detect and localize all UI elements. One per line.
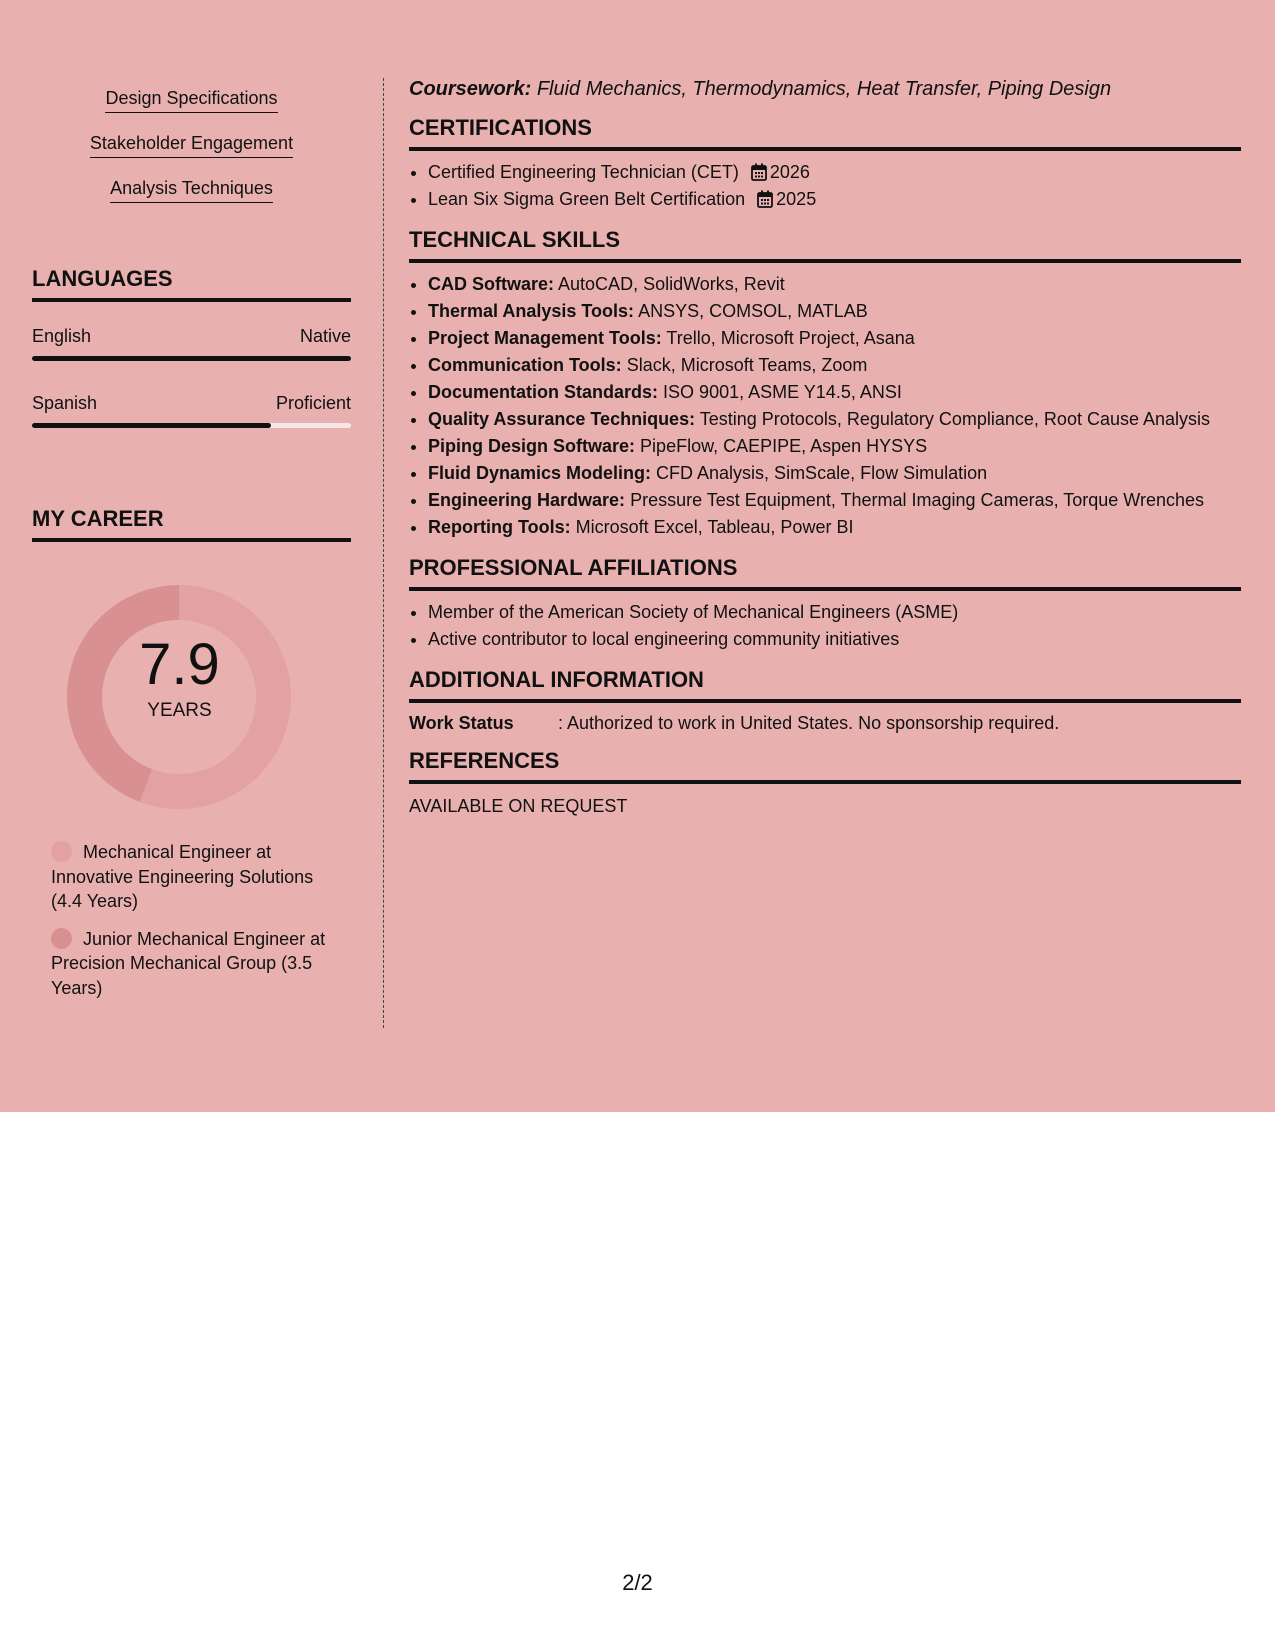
skill-value: Slack, Microsoft Teams, Zoom	[626, 355, 868, 375]
right-column	[409, 78, 1241, 817]
left-column	[32, 78, 351, 1013]
language-proficiency-bar	[32, 356, 351, 361]
skill-label: Documentation Standards:	[428, 382, 659, 402]
skill-item	[428, 433, 1241, 460]
language-proficiency-bar	[32, 423, 351, 428]
references-text: AVAILABLE ON REQUEST	[409, 796, 628, 816]
skill-label: Piping Design Software:	[428, 436, 636, 456]
legend-dot-icon	[51, 841, 72, 862]
languages-heading: LANGUAGES	[32, 266, 351, 302]
career-role-label: Mechanical Engineer at Innovative Engineering Solutions (4.4 Years)	[51, 842, 314, 911]
technical-skills-list	[409, 271, 1241, 541]
skill-label: Communication Tools:	[428, 355, 622, 375]
certification-year: 2026	[769, 162, 810, 182]
language-proficiency-fill	[32, 423, 271, 428]
work-status-value: : Authorized to work in United States. No sponsorship required.	[558, 713, 1060, 733]
calendar-icon	[757, 190, 773, 208]
technical-skills-heading: TECHNICAL SKILLS	[409, 227, 1241, 263]
skill-label: Engineering Hardware:	[428, 490, 626, 510]
certifications-heading: CERTIFICATIONS	[409, 115, 1241, 151]
references-heading: REFERENCES	[409, 748, 1241, 784]
affiliations-list	[409, 599, 1241, 653]
skill-item	[428, 514, 1241, 541]
skill-value: ISO 9001, ASME Y14.5, ANSI	[663, 382, 902, 402]
skill-item	[428, 352, 1241, 379]
skill-value: ANSYS, COMSOL, MATLAB	[638, 301, 868, 321]
additional-info-heading: ADDITIONAL INFORMATION	[409, 667, 1241, 703]
skill-item	[428, 271, 1241, 298]
affiliation-item: • Member of the American Society of Mechanical Engineers (ASME)	[428, 599, 1241, 626]
skill-value: Microsoft Excel, Tableau, Power BI	[575, 517, 854, 537]
skill-tag-row	[32, 168, 351, 213]
skill-tag: Stakeholder Engagement	[90, 133, 293, 158]
language-level: Proficient	[275, 393, 351, 413]
career-legend-item	[51, 927, 331, 1001]
certifications-list	[409, 159, 1241, 213]
career-legend	[32, 840, 331, 1000]
skill-item	[428, 487, 1241, 514]
column-divider	[383, 78, 384, 1028]
language-name: Spanish	[32, 393, 98, 413]
career-heading: MY CAREER	[32, 506, 351, 542]
skill-value: Trello, Microsoft Project, Asana	[666, 328, 915, 348]
skill-item	[428, 460, 1241, 487]
skill-label: Fluid Dynamics Modeling:	[428, 463, 652, 483]
skill-label: Project Management Tools:	[428, 328, 662, 348]
skill-tag-row	[32, 78, 351, 123]
career-donut	[32, 566, 351, 806]
skill-value: CFD Analysis, SimScale, Flow Simulation	[656, 463, 988, 483]
certification-name: Certified Engineering Technician (CET)	[428, 162, 739, 182]
skill-label: Thermal Analysis Tools:	[428, 301, 635, 321]
certification-year: 2025	[776, 189, 817, 209]
career-legend-item	[51, 840, 331, 914]
skill-item	[428, 406, 1241, 433]
work-status-row	[409, 713, 1241, 734]
language-proficiency-fill	[32, 356, 351, 361]
skill-tag: Analysis Techniques	[110, 178, 273, 203]
skill-item	[428, 325, 1241, 352]
language-level: Native	[299, 326, 351, 346]
skill-label: Quality Assurance Techniques:	[428, 409, 696, 429]
skill-value: PipeFlow, CAEPIPE, Aspen HYSYS	[640, 436, 928, 456]
skill-label: CAD Software:	[428, 274, 555, 294]
coursework-value: Fluid Mechanics, Thermodynamics, Heat Transfer, Piping Design	[536, 78, 1112, 100]
legend-dot-icon	[51, 928, 72, 949]
certification-item	[428, 186, 1241, 213]
skill-item	[428, 379, 1241, 406]
skill-value: Testing Protocols, Regulatory Compliance, Root Cause Analysis	[699, 409, 1211, 429]
career-donut-chart	[64, 582, 294, 812]
skill-label: Reporting Tools:	[428, 517, 571, 537]
skill-item	[428, 298, 1241, 325]
career-total-years: 7.9	[139, 632, 220, 697]
work-status-label: Work Status	[409, 713, 514, 733]
page-number: 2/2	[622, 1570, 653, 1595]
affiliation-item: • Active contributor to local engineering community initiatives	[428, 626, 1241, 653]
calendar-icon	[751, 163, 767, 181]
career-role-label: Junior Mechanical Engineer at Precision Mechanical Group (3.5 Years)	[51, 928, 326, 998]
career-years-unit: YEARS	[147, 700, 212, 721]
skill-value: Pressure Test Equipment, Thermal Imaging Cameras, Torque Wrenches	[630, 490, 1204, 510]
language-name: English	[32, 326, 92, 346]
skill-tag-row	[32, 123, 351, 168]
language-row	[32, 326, 351, 347]
language-row	[32, 393, 351, 414]
coursework-line	[409, 78, 1241, 101]
skill-value: AutoCAD, SolidWorks, Revit	[558, 274, 785, 294]
certification-name: Lean Six Sigma Green Belt Certification	[428, 189, 746, 209]
coursework-label: Coursework:	[409, 78, 532, 100]
certification-item	[428, 159, 1241, 186]
skill-tag: Design Specifications	[105, 88, 277, 113]
affiliations-heading: PROFESSIONAL AFFILIATIONS	[409, 555, 1241, 591]
